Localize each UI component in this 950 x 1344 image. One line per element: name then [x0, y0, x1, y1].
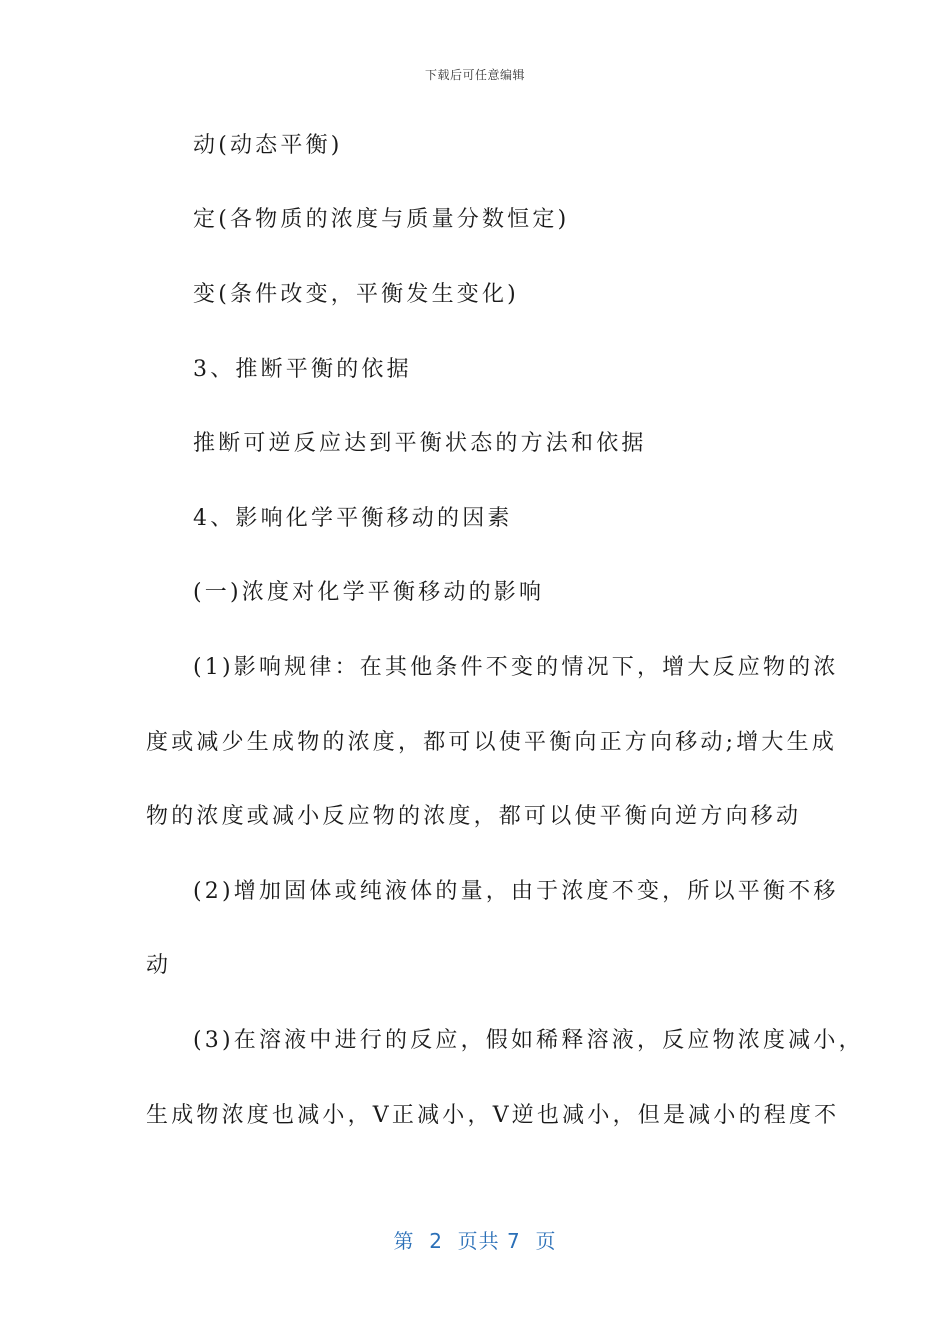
- text-line: 推断可逆反应达到平衡状态的方法和依据: [193, 431, 647, 456]
- section-heading: 4、影响化学平衡移动的因素: [193, 506, 513, 531]
- text-line: 变(条件改变，平衡发生变化): [193, 282, 519, 307]
- paragraph-line: (2)增加固体或纯液体的量，由于浓度不变，所以平衡不移: [193, 879, 839, 904]
- paragraph-line: 物的浓度或减小反应物的浓度，都可以使平衡向逆方向移动: [146, 804, 802, 829]
- page-number-footer: 第 2 页共 7 页: [393, 1229, 557, 1253]
- paragraph-line: (1)影响规律：在其他条件不变的情况下，增大反应物的浓: [193, 655, 839, 680]
- paragraph-line: 度或减少生成物的浓度，都可以使平衡向正方向移动;增大生成: [146, 730, 838, 755]
- section-heading: 3、推断平衡的依据: [193, 357, 412, 382]
- paragraph-line: 动: [146, 953, 172, 978]
- text-line: 动(动态平衡): [193, 133, 343, 158]
- text-line: 定(各物质的浓度与质量分数恒定): [193, 207, 570, 232]
- paragraph-line: (3)在溶液中进行的反应，假如稀释溶液，反应物浓度减小，: [193, 1028, 864, 1053]
- page-header: 下载后可任意编辑: [424, 68, 525, 82]
- paragraph-line: 生成物浓度也减小，V正减小，V逆也减小，但是减小的程度不: [146, 1103, 840, 1128]
- subsection-heading: (一)浓度对化学平衡移动的影响: [193, 580, 545, 605]
